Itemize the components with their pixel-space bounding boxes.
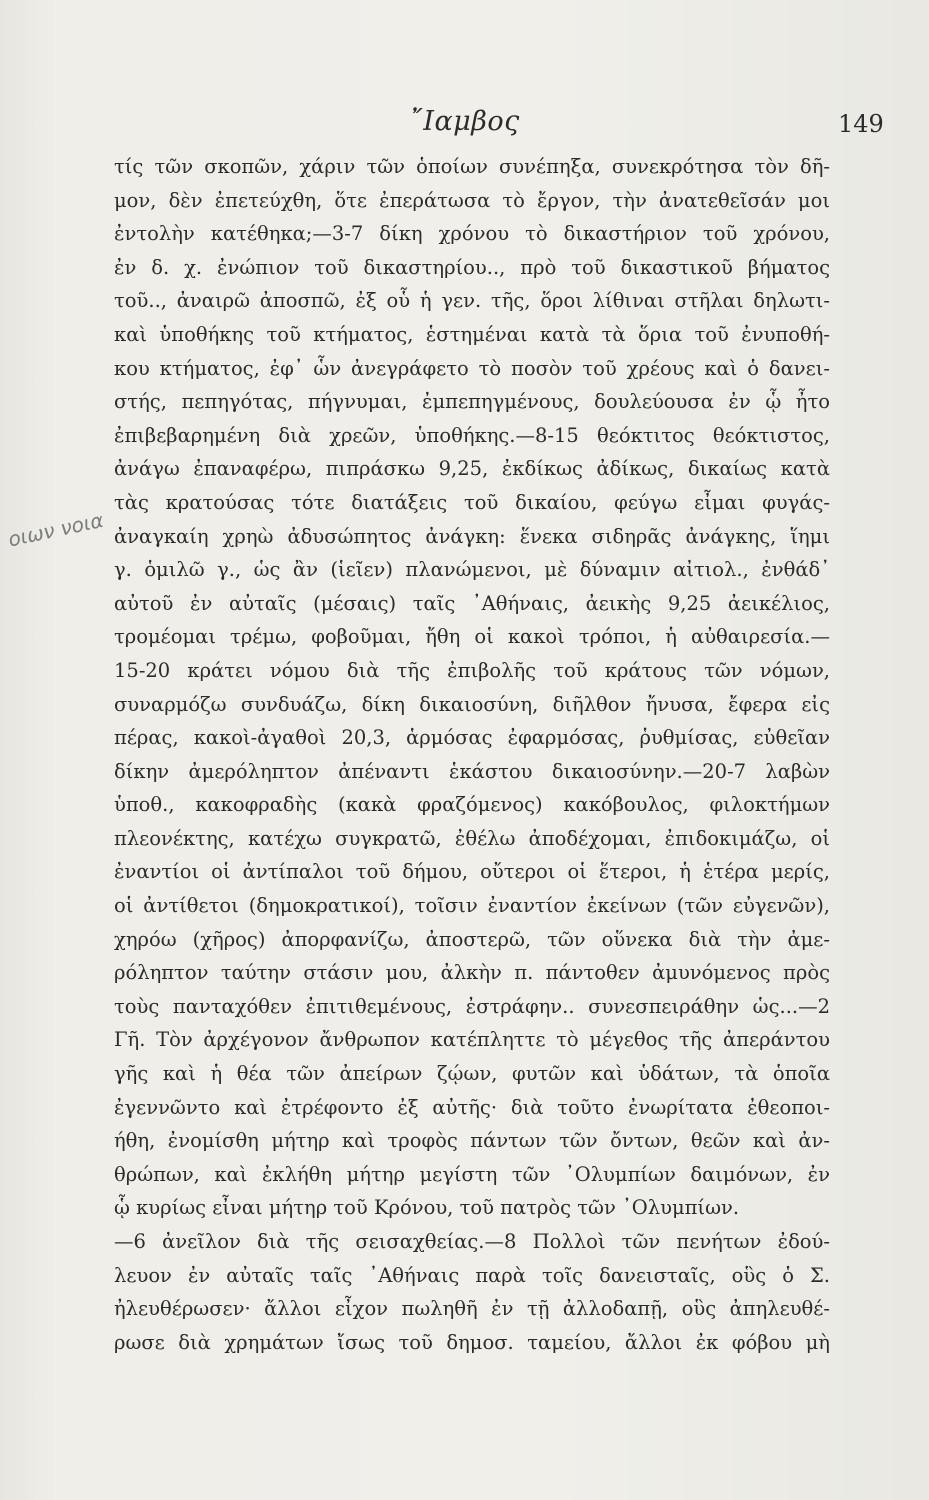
text-line: ὑποθ., κακοφραδὴς (κακὰ φραζόμενος) κακόβουλος, φιλοκτήμων xyxy=(114,793,830,817)
text-line: ρόληπτον ταύτην στάσιν μου, ἀλκὴν π. πάντοθεν ἀμυνόμενος πρὸς xyxy=(114,961,830,985)
text-line: ἐν δ. χ. ἐνώπιον τοῦ δικαστηρίου.., πρὸ τοῦ δικαστικοῦ βήματος xyxy=(114,255,830,279)
text-line: πέρας, κακοὶ-ἀγαθοὶ 20,3, ἁρμόσας ἐφαρμόσας, ῥυθμίσας, εὐθεῖαν xyxy=(114,726,830,750)
text-line: γ. ὁμιλῶ γ., ὡς ἂν (ἱεῖεν) πλανώμενοι, μὲ δύναμιν αἰτιολ., ἐνθάδ᾽ xyxy=(114,558,830,582)
text-line: —6 ἀνεῖλον διὰ τῆς σεισαχθείας.—8 Πολλοὶ τῶν πενήτων ἐδού- xyxy=(114,1230,830,1253)
text-line: ἐγεννῶντο καὶ ἐτρέφοντο ἐξ αὐτῆς· διὰ τοῦτο ἐνωρίτατα ἐθεοποι- xyxy=(114,1095,830,1119)
text-line: δίκην ἀμερόληπτον ἀπέναντι ἑκάστου δικαιοσύνην.—20-7 λαβὼν xyxy=(114,759,830,783)
text-line: ἀναγκαίη χρηὼ ἀδυσώπητος ἀνάγκη: ἕνεκα σιδηρᾶς ἀνάγκης, ἵημι xyxy=(114,524,830,548)
text-line: τοῦ.., ἀναιρῶ ἀποσπῶ, ἐξ οὗ ἡ γεν. τῆς, ὅροι λίθιναι στῆλαι δηλωτι- xyxy=(114,289,830,313)
text-line: λευον ἐν αὐταῖς ταῖς ᾽Αθήναις παρὰ τοῖς δανεισταῖς, οὓς ὁ Σ. xyxy=(114,1263,830,1287)
text-line: καὶ ὑποθήκης τοῦ κτήματος, ἑστημέναι κατὰ τὰ ὅρια τοῦ ἐνυποθή- xyxy=(114,322,830,346)
text-line: ᾧ κυρίως εἶναι μήτηρ τοῦ Κρόνου, τοῦ πατρὸς τῶν ᾽Ολυμπίων. xyxy=(114,1196,740,1220)
text-line: ἠλευθέρωσεν· ἄλλοι εἶχον πωληθῆ ἐν τῇ ἀλλοδαπῇ, οὓς ἀπηλευθέ- xyxy=(114,1297,830,1321)
text-line: τρομέομαι τρέμω, φοβοῦμαι, ἤθη οἱ κακοὶ τρόποι, ἡ αὐθαιρεσία.— xyxy=(114,625,830,649)
text-line: χηρόω (χῆρος) ἀπορφανίζω, ἀποστερῶ, τῶν οὕνεκα διὰ τὴν ἀμε- xyxy=(114,927,830,951)
commentary-text xyxy=(114,150,830,1359)
text-line: τίς τῶν σκοπῶν, χάριν τῶν ὁποίων συνέπηξα, συνεκρότησα τὸν δῆ- xyxy=(114,155,830,178)
text-line: ήθη, ἐνομίσθη μήτηρ καὶ τροφὸς πάντων τῶν ὄντων, θεῶν καὶ ἀν- xyxy=(114,1129,830,1153)
text-line: ἐπιβεβαρημένη διὰ χρεῶν, ὑποθήκης.—8-15 θεόκτιτος θεόκτιστος, xyxy=(114,423,830,447)
text-line: στής, πεπηγότας, πήγνυμαι, ἐμπεπηγμένους, δουλεύουσα ἐν ᾧ ἦτο xyxy=(114,390,830,414)
text-line: Γῆ. Τὸν ἀρχέγονον ἄνθρωπον κατέπληττε τὸ μέγεθος τῆς ἀπεράντου xyxy=(114,1028,830,1052)
handwritten-margin-note: οιων νοια xyxy=(6,507,106,552)
running-head-title: ῎Ιαμβος xyxy=(409,106,520,137)
text-line: ρωσε διὰ χρημάτων ἴσως τοῦ δημοσ. ταμείου, ἄλλοι ἐκ φόβου μὴ xyxy=(114,1330,830,1354)
text-line: ἐναντίοι οἱ ἀντίπαλοι τοῦ δήμου, οὔτεροι οἱ ἕτεροι, ἡ ἑτέρα μερίς, xyxy=(114,860,830,884)
text-line: γῆς καὶ ἡ θέα τῶν ἀπείρων ζῴων, φυτῶν καὶ ὑδάτων, τὰ ὁποῖα xyxy=(114,1062,830,1086)
text-line: κου κτήματος, ἐφ᾽ ὧν ἀνεγράφετο τὸ ποσὸν τοῦ χρέους καὶ ὁ δανει- xyxy=(114,356,830,380)
text-line: συναρμόζω συνδυάζω, δίκη δικαιοσύνη, διῆλθον ἤνυσα, ἔφερα εἰς xyxy=(114,692,830,716)
text-line: 15-20 κράτει νόμου διὰ τῆς ἐπιβολῆς τοῦ κράτους τῶν νόμων, xyxy=(114,658,830,682)
text-line: τὰς κρατούσας τότε διατάξεις τοῦ δικαίου, φεύγω εἶμαι φυγάς- xyxy=(114,490,830,514)
text-line: πλεονέκτης, κατέχω συγκρατῶ, ἐθέλω ἀποδέχομαι, ἐπιδοκιμάζω, οἱ xyxy=(114,826,830,850)
text-line: μον, δὲν ἐπετεύχθη, ὅτε ἐπεράτωσα τὸ ἔργον, τὴν ἀνατεθεῖσάν μοι xyxy=(114,188,830,212)
text-line: οἱ ἀντίθετοι (δημοκρατικοί), τοῖσιν ἐναντίον ἐκείνων (τῶν εὐγενῶν), xyxy=(114,894,830,918)
text-line: τοὺς πανταχόθεν ἐπιτιθεμένους, ἐστράφην.. συνεσπειράθην ὡς...—2 xyxy=(114,994,830,1018)
page-number: 149 xyxy=(838,110,884,138)
text-line: αὐτοῦ ἐν αὐταῖς (μέσαις) ταῖς ᾽Αθήναις, ἀεικὴς 9,25 ἀεικέλιος, xyxy=(114,591,830,615)
text-line: ἐντολὴν κατέθηκα;—3-7 δίκη χρόνου τὸ δικαστήριον τοῦ χρόνου, xyxy=(114,222,830,246)
text-line: θρώπων, καὶ ἐκλήθη μήτηρ μεγίστη τῶν ᾽Ολυμπίων δαιμόνων, ἐν xyxy=(114,1162,830,1186)
text-line: ἀνάγω ἐπαναφέρω, πιπράσκω 9,25, ἐκδίκως ἀδίκως, δικαίως κατὰ xyxy=(114,457,830,481)
